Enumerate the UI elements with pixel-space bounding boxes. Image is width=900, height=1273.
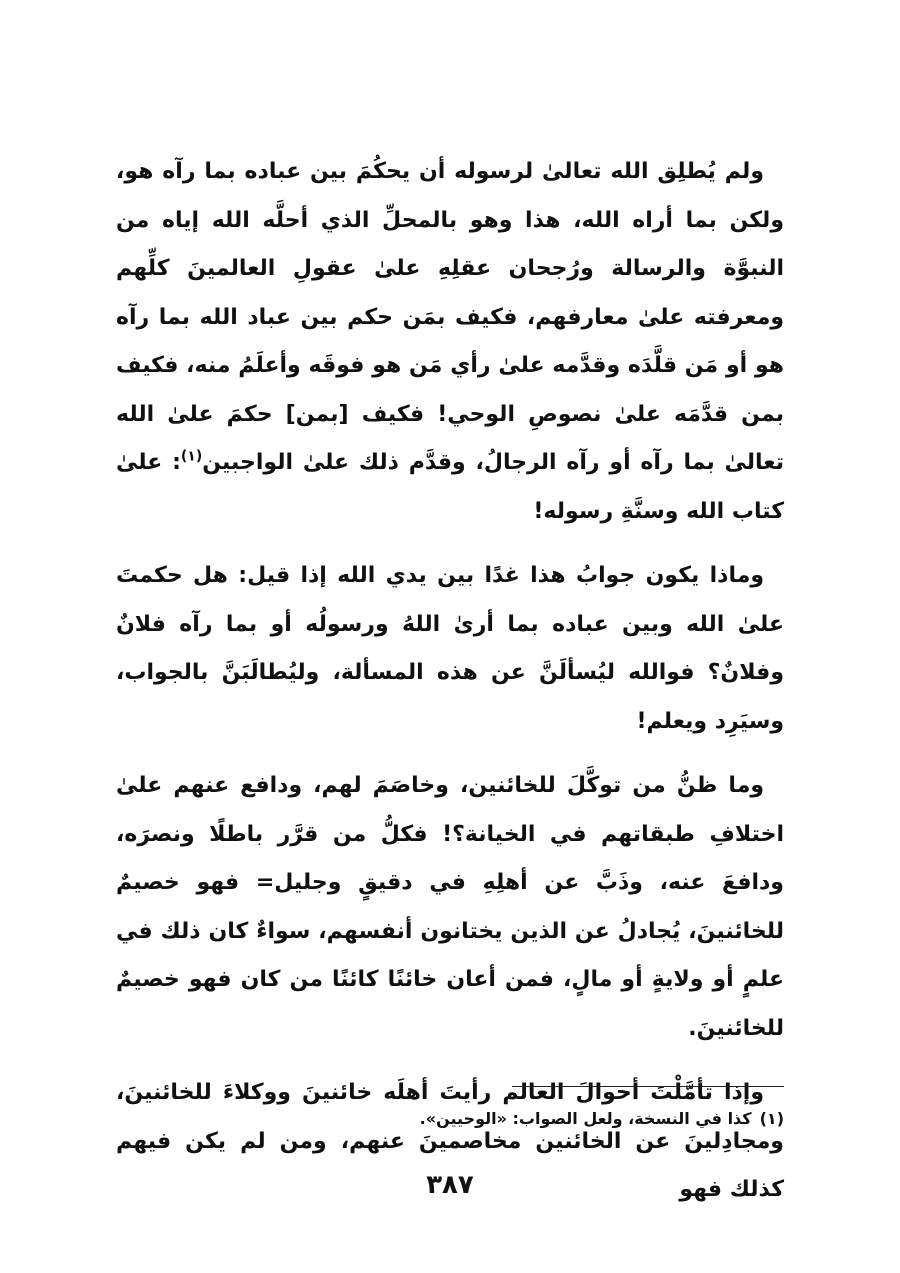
footnote-text: كذا في النسخة، ولعل الصواب: «الوحيين». — [419, 1109, 752, 1128]
footnote — [320, 1106, 784, 1132]
paragraph-3: وما ظنُّ من توكَّلَ للخائنين، وخاصَمَ لهم، ودافع عنهم علىٰ اختلافِ طبقاتهم في الخيانة؟! فكلُّ من قرَّر باطلًا ونصرَه، ودافعَ عنه، وذَبَّ عن أهلِهِ في دقيقٍ وجليل= فهو خصيمٌ للخائنينَ، يُجادلُ عن الذين يختانون أنفسهم، سواءٌ كان ذلك في علمٍ أو ولايةٍ أو مالٍ، فمن أعان خائنًا كائنًا من كان فهو خصيمٌ للخائنينَ. — [116, 773, 784, 1041]
main-text — [116, 148, 784, 1215]
paragraph-2: وماذا يكون جوابُ هذا غدًا بين يدي الله إذا قيل: هل حكمتَ علىٰ الله وبين عباده بما أرىٰ اللهُ ورسولُه أو بما رآه فلانٌ وفلانٌ؟ فوالله ليُسألَنَّ عن هذه المسألة، وليُطالَبَنَّ بالجواب، وسيَرِد ويعلم! — [116, 563, 784, 734]
footnote-number: (١) — [759, 1109, 784, 1128]
paragraph-1-text-end: : علىٰ كتاب الله وسنَّةِ رسوله! — [116, 450, 784, 524]
footnote-divider — [512, 1086, 784, 1087]
page-number: ٣٨٧ — [426, 1170, 474, 1200]
paragraph-1-text: ولم يُطلِق الله تعالىٰ لرسوله أن يحكُمَ بين عباده بما رآه هو، ولكن بما أراه الله، هذا وهو بالمحلِّ الذي أحلَّه الله إياه من النبوَّة والرسالة ورُجحان عقلِهِ علىٰ عقولِ العالمينَ كلِّهم ومعرفته علىٰ معارفهم، فكيف بمَن حكم بين عباد الله بما رآه هو أو مَن قلَّدَه وقدَّمه علىٰ رأي مَن هو فوقَه وأعلَمُ منه، فكيف بمن قدَّمَه علىٰ نصوصِ الوحي! فكيف [بمن] حكمَ علىٰ الله تعالىٰ بما رآه أو رآه الرجالُ، وقدَّم ذلك علىٰ الواجبين — [116, 159, 784, 475]
footnote-reference[interactable]: (١) — [180, 448, 203, 465]
paragraph-1 — [116, 148, 784, 536]
paragraph-4: وإذا تأمَّلْتَ أحوالَ العالم رأيتَ أهلَه خائنينَ ووكلاءَ للخائنينَ، ومجادِلينَ عن الخائنين مخاصمينَ عنهم، ومن لم يكن فيهم كذلك فهو — [116, 1080, 784, 1202]
